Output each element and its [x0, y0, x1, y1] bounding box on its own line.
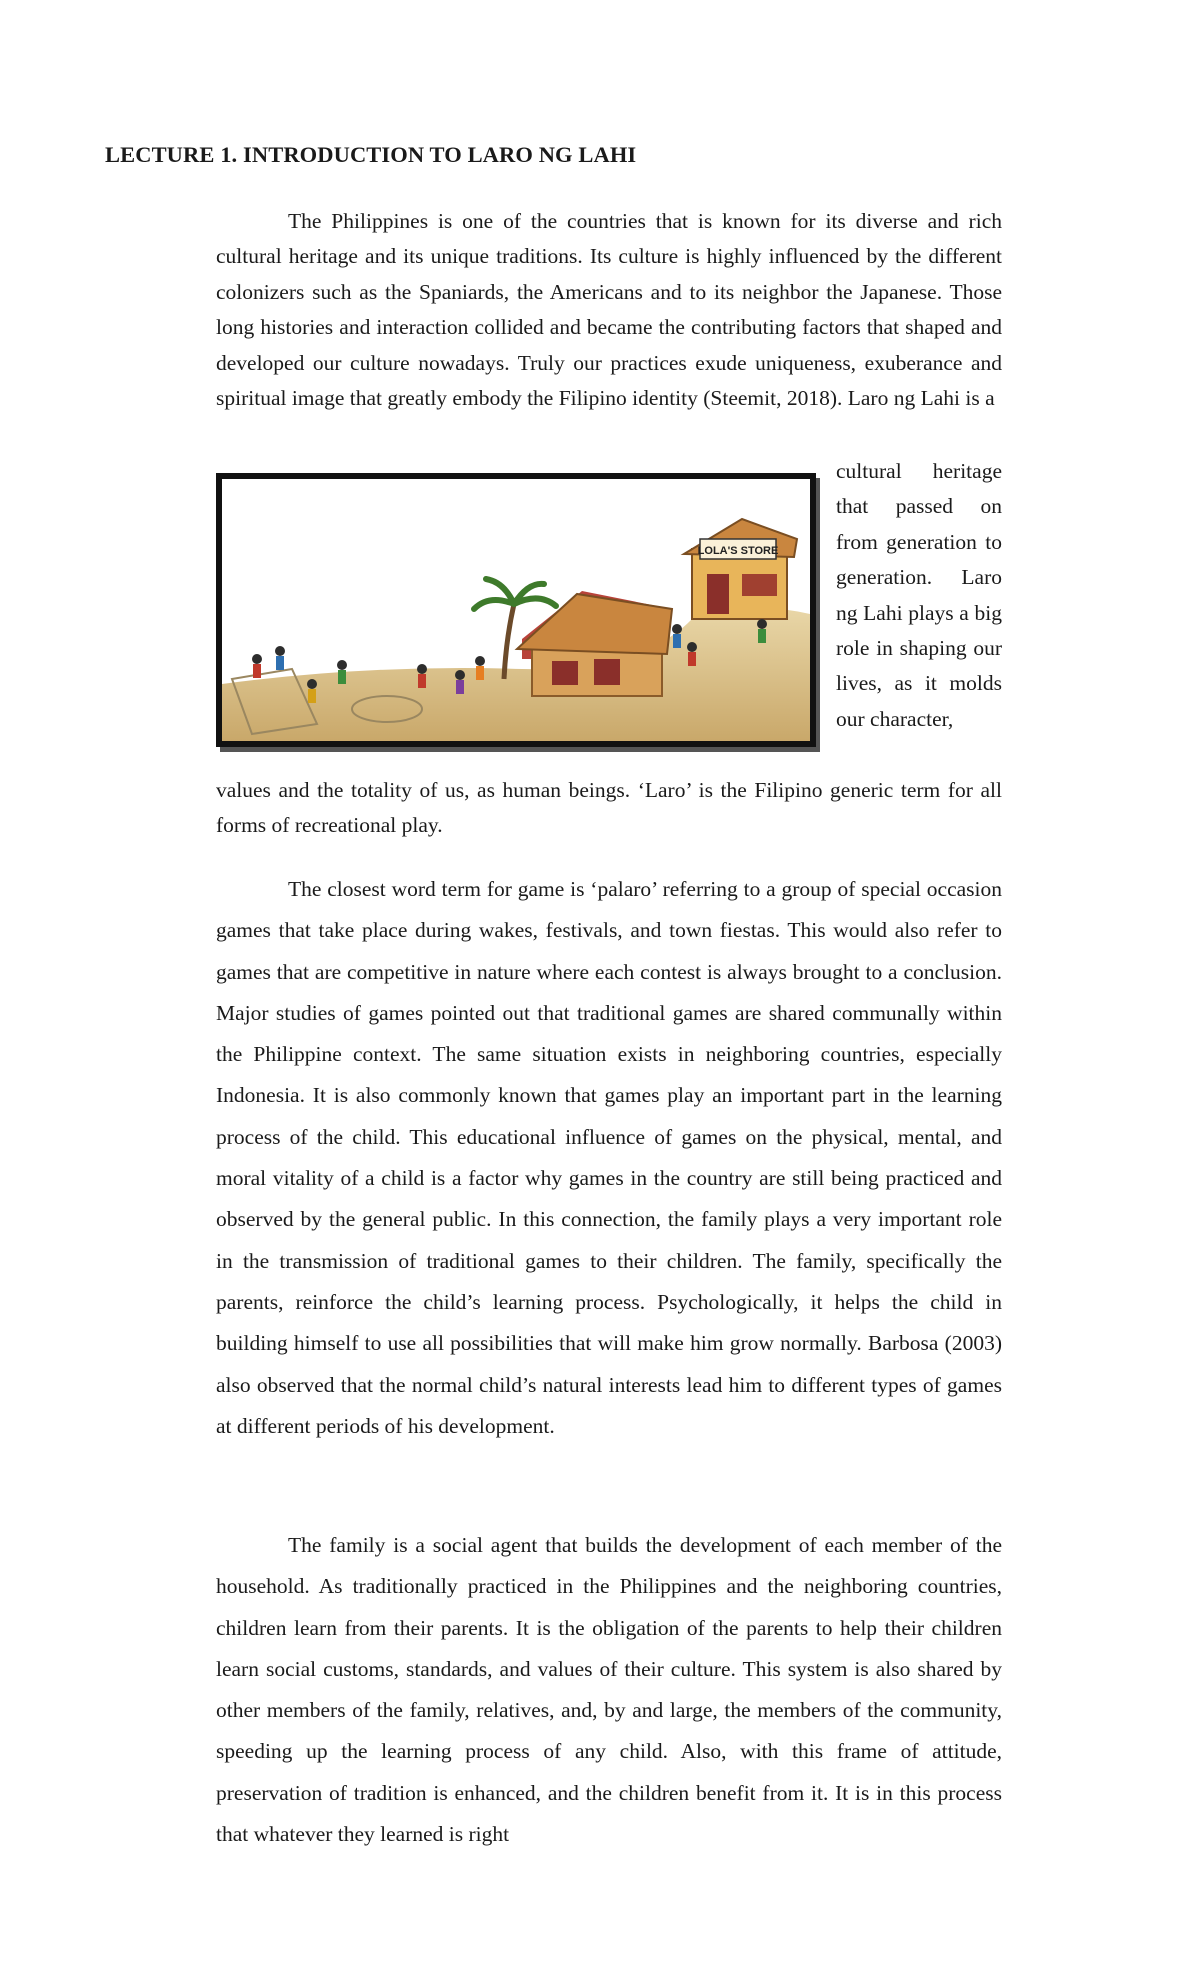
illustration-svg [222, 479, 810, 741]
village-games-illustration [216, 473, 816, 747]
lecture-title: LECTURE 1. INTRODUCTION TO LARO NG LAHI [105, 142, 637, 167]
paragraph-family [216, 1525, 1002, 1855]
store-sign: LOLA'S STORE [697, 545, 779, 557]
paragraph-intro-text: The Philippines is one of the countries that is known for its diverse and rich cultural heritage and its unique traditions. Its culture is highly influenced by the different colonizers such as the Spaniards, the Americans and to its neighbor the Japanese. Those long histories and interaction collided and became the contributing factors that shaped and developed our culture nowadays. Truly our practices exude uniqueness, exuberance and spiritual image that greatly embody the Filipino identity (Steemit, 2018). Laro ng Lahi is a [216, 209, 1002, 411]
paragraph-family-text: The family is a social agent that builds the development of each member of the household. As traditionally practiced in the Philippines and the neighboring countries, children learn from their parents. It is the obligation of the parents to help their children learn social customs, standards, and values of their culture. This system is also shared by other members of the family, relatives, and, by and large, the members of the community, speeding up the learning process of any child. Also, with this frame of attitude, preservation of tradition is enhanced, and the children benefit from it. It is in this process that whatever they learned is right [216, 1533, 1002, 1847]
paragraph-intro [216, 204, 1002, 416]
paragraph-palaro [216, 869, 1002, 1447]
paragraph-intro-continued: values and the totality of us, as human beings. ‘Laro’ is the Filipino generic term for all forms of recreational play. [216, 778, 1002, 838]
paragraph-palaro-text: The closest word term for game is ‘palaro’ referring to a group of special occasion games that take place during wakes, festivals, and town fiestas. This would also refer to games that are competitive in nature where each contest is always brought to a conclusion. Major studies of games pointed out that traditional games are shared communally within the Philippine context. The same situation exists in neighboring countries, especially Indonesia. It is also commonly known that games play an important part in the learning process of the child. This educational influence of games on the physical, mental, and moral vitality of a child is a factor why games in the country are still being practiced and observed by the general public. In this connection, the family plays a very important role in the transmission of traditional games to their children. The family, specifically the parents, reinforce the child’s learning process. Psychologically, it helps the child in building himself to use all possibilities that will make him grow normally. Barbosa (2003) also observed that the normal child’s natural interests lead him to different types of games at different periods of his development. [216, 877, 1002, 1438]
paragraph-intro-side: cultural heritage that passed on from generation to generation. Laro ng Lahi plays a big role in shaping our lives, as it molds our character, [836, 459, 1002, 731]
